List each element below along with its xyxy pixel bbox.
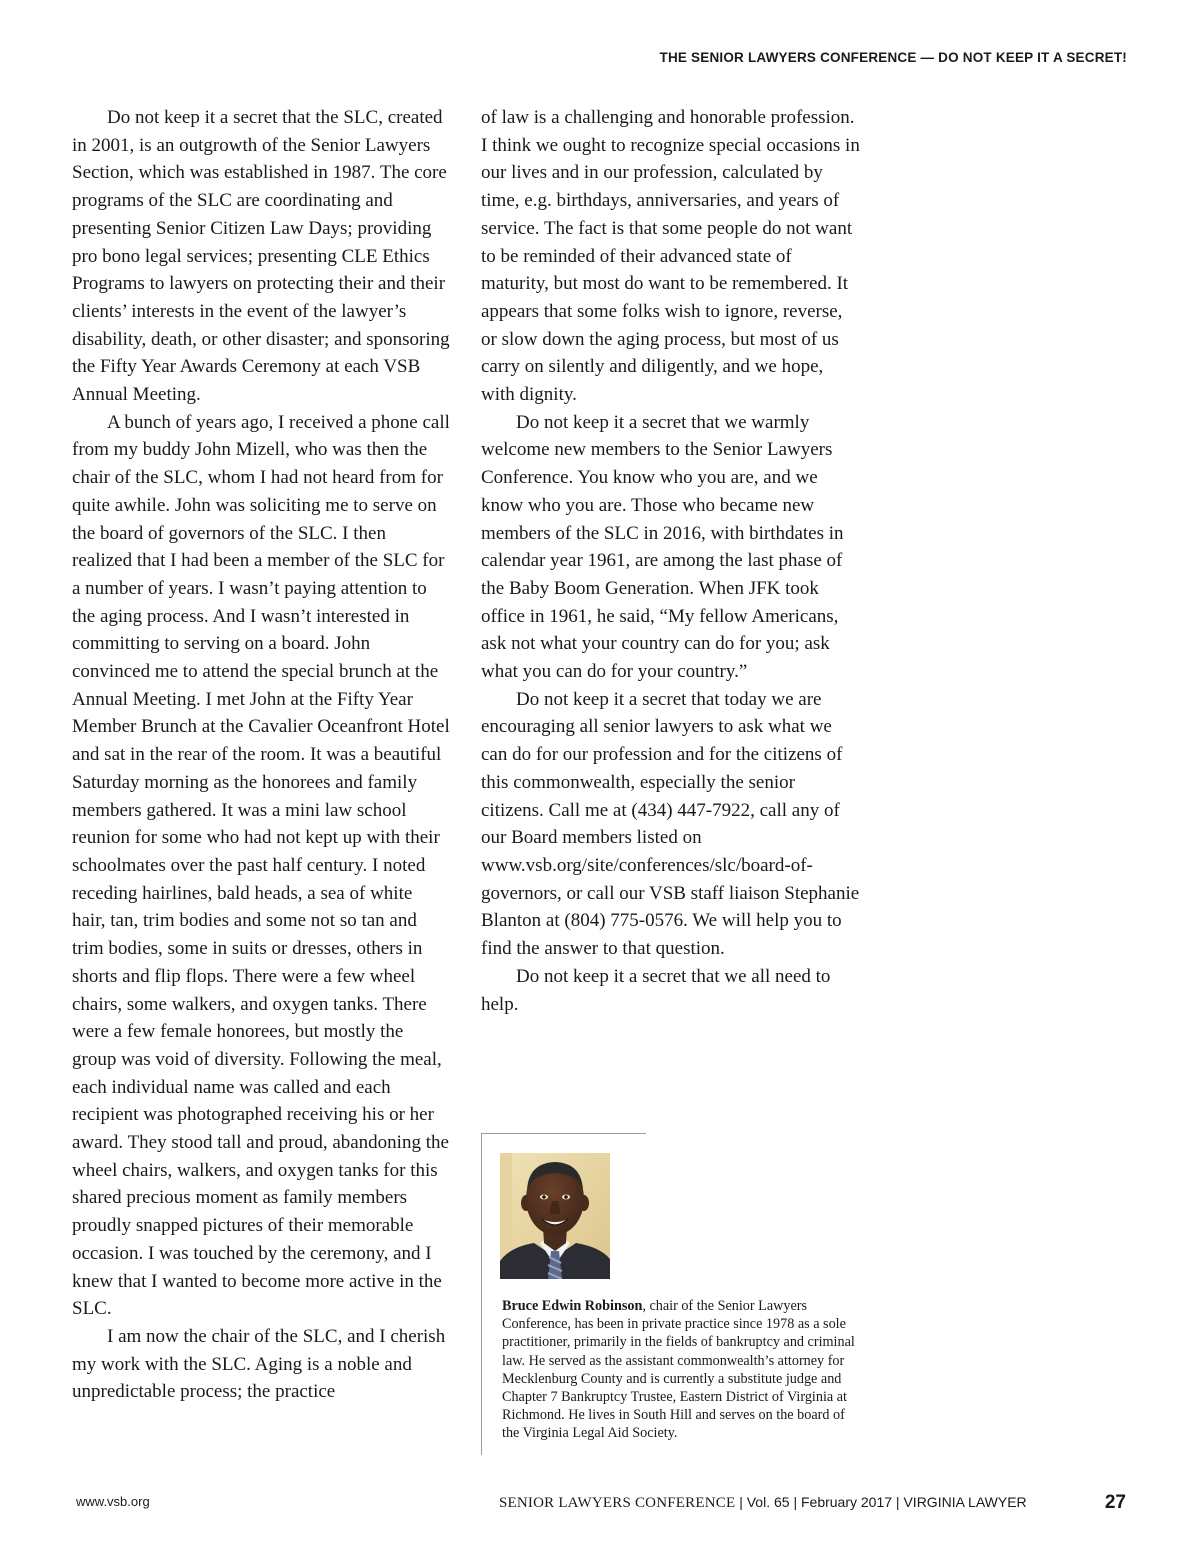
article-column-left	[72, 104, 450, 1406]
paragraph: Do not keep it a secret that we all need to help.	[481, 965, 831, 1015]
author-name: Bruce Edwin Robinson	[502, 1298, 643, 1314]
footer-publication: VIRGINIA LAWYER	[903, 1494, 1027, 1510]
running-head: THE SENIOR LAWYERS CONFERENCE — DO NOT KEEP IT A SECRET!	[659, 50, 1127, 65]
footer-date: February 2017	[800, 1494, 893, 1510]
paragraph: I am now the chair of the SLC, and I cherish my work with the SLC. Aging is a noble and unpredictable process; the practice	[72, 1325, 446, 1403]
article-column-right	[481, 104, 861, 1018]
footer-section: SENIOR LAWYERS CONFERENCE	[499, 1495, 736, 1511]
bio-rule	[481, 1133, 482, 1455]
author-bio	[502, 1297, 862, 1443]
page-number: 27	[1104, 1492, 1126, 1513]
footer-website[interactable]: www.vsb.org	[76, 1494, 150, 1509]
bio-divider	[481, 1133, 646, 1134]
paragraph: Do not keep it a secret that we warmly welcome new members to the Senior Lawyers Conference. You know who you are, and we know who you are. Those who became new members of the SLC in 2016, with birthdates in calendar year 1961, are among the last phase of the Baby Boom Generation. When JFK took office in 1961, he said, “My fellow Americans, ask not what your country can do for you; ask what you can do for your country.”	[481, 411, 844, 683]
paragraph: of law is a challenging and honorable profession. I think we ought to recognize special occasions in our lives and in our profession, calculated by time, e.g. birthdays, anniversaries, and years of service. The fact is that some people do not want to be reminded of their advanced state of maturity, but most do want to be remembered. It appears that some folks wish to ignore, reverse, or slow down the aging process, but most of us carry on silently and diligently, and we hope, with dignity.	[481, 107, 860, 406]
paragraph: Do not keep it a secret that today we are encouraging all senior lawyers to ask what we can do for our profession and for the citizens of this commonwealth, especially the senior citizens. Call me at (434) 447-7922, call any of our Board members listed on www.vsb.org/site/conferences/slc/board-of-governors, or call our VSB staff liaison Stephanie Blanton at (804) 775-0576. We will help you to find the answer to that question.	[481, 688, 860, 960]
author-portrait	[500, 1153, 610, 1279]
paragraph: A bunch of years ago, I received a phone call from my buddy John Mizell, who was then the chair of the SLC, whom I had not heard from for quite awhile. John was soliciting me to serve on the board of governors of the SLC. I then realized that I had been a member of the SLC for a number of years. I wasn’t paying attention to the aging process. And I wasn’t interested in committing to serving on a board. John convinced me to attend the special brunch at the Annual Meeting. I met John at the Fifty Year Member Brunch at the Cavalier Oceanfront Hotel and sat in the rear of the room. It was a beautiful Saturday morning as the honorees and family members gathered. It was a mini law school reunion for some who had not kept up with their schoolmates over the past half century. I noted receding hairlines, bald heads, a sea of white hair, tan, trim bodies and some not so tan and trim bodies, some in suits or dresses, others in shorts and flip flops. There were a few wheel chairs, some walkers, and oxygen tanks. There were a few female honorees, but mostly the group was void of diversity. Following the meal, each individual name was called and each recipient was photographed receiving his or her award. They stood tall and proud, abandoning the wheel chairs, walkers, and oxygen tanks for this shared precious moment as family members proudly snapped pictures of their memorable occasion. I was touched by the ceremony, and I knew that I wanted to become more active in the SLC.	[72, 411, 450, 1320]
footer-volume: Vol. 65	[746, 1494, 790, 1510]
paragraph: Do not keep it a secret that the SLC, created in 2001, is an outgrowth of the Senior Lawyers Section, which was established in 1987. The core programs of the SLC are coordinating and presenting Senior Citizen Law Days; providing pro bono legal services; presenting CLE Ethics Programs to lawyers on protecting their and their clients’ interests in the event of the lawyer’s disability, death, or other disaster; and sponsoring the Fifty Year Awards Ceremony at each VSB Annual Meeting.	[72, 107, 450, 406]
footer-publication-line: SENIOR LAWYERS CONFERENCE | Vol. 65 | February 2017 | VIRGINIA LAWYER	[499, 1494, 1027, 1511]
author-bio-text: , chair of the Senior Lawyers Conference, has been in private practice since 1978 as a sole practitioner, primarily in the fields of bankruptcy and criminal law. He served as the assistant commonwealth’s attorney for Mecklenburg County and is currently a substitute judge and Chapter 7 Bankruptcy Trustee, Eastern District of Virginia at Richmond. He lives in South Hill and serves on the board of the Virginia Legal Aid Society.	[502, 1298, 855, 1442]
